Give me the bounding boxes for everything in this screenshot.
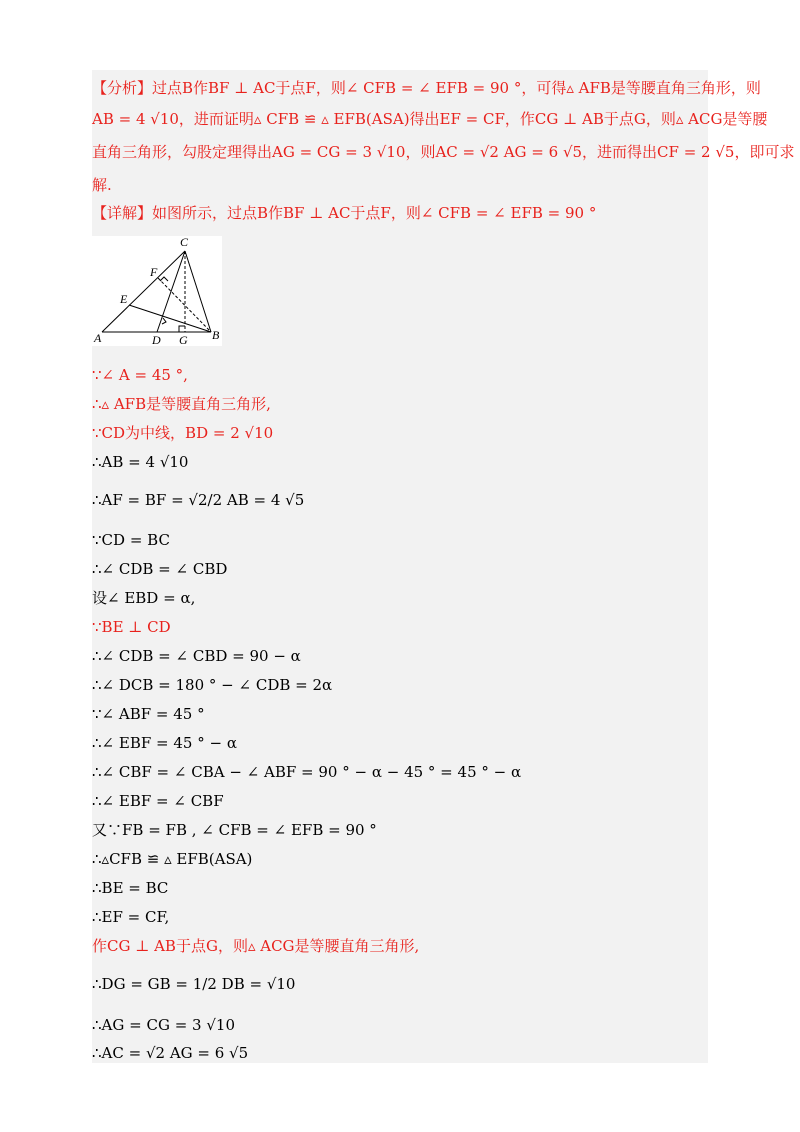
step-line: ∴AF = BF = √2/2 AB = 4 √5 xyxy=(92,491,305,509)
step-line: ∴∠ CDB = ∠ CBD xyxy=(92,560,228,578)
step-line: ∴∠ DCB = 180 ° − ∠ CDB = 2α xyxy=(92,676,333,694)
step-line: ∴▵CFB ≌ ▵ EFB(ASA) xyxy=(92,850,253,868)
triangle-figure xyxy=(92,236,222,346)
step-line: ∵BE ⊥ CD xyxy=(92,618,171,636)
right-angle-g xyxy=(179,326,185,332)
step-line: ∵CD = BC xyxy=(92,531,170,549)
step-line: ∴∠ CBF = ∠ CBA − ∠ ABF = 90 ° − α − 45 ° = 45 ° − α xyxy=(92,763,522,781)
step-line: ∴DG = GB = 1/2 DB = √10 xyxy=(92,975,296,993)
segment-cb xyxy=(185,251,211,332)
analysis-tag: 【分析】 xyxy=(92,79,153,97)
detail-tag: 【详解】 xyxy=(92,204,153,222)
step-line: 作CG ⊥ AB于点G，则▵ ACG是等腰直角三角形, xyxy=(92,937,420,955)
step-line: ∴▵ AFB是等腰直角三角形, xyxy=(92,395,271,413)
label-f: F xyxy=(150,265,158,279)
analysis-line-3: 直角三角形，勾股定理得出AG = CG = 3 √10，则AC = √2 AG = 6 √5，进而得出CF = 2 √5，即可求 xyxy=(92,143,795,161)
step-line: ∵∠ ABF = 45 ° xyxy=(92,705,205,723)
step-line: ∴AC = √2 AG = 6 √5 xyxy=(92,1044,249,1062)
label-b: B xyxy=(212,328,220,342)
label-d: D xyxy=(152,333,161,346)
detail-line xyxy=(92,203,708,223)
label-g: G xyxy=(179,333,188,346)
detail-intro: 如图所示，过点B作BF ⊥ AC于点F，则∠ CFB = ∠ EFB = 90 ° xyxy=(152,204,597,222)
analysis-line-4: 解. xyxy=(92,176,112,194)
step-line: 设∠ EBD = α, xyxy=(92,589,196,607)
label-a: A xyxy=(94,331,102,345)
right-angle-e xyxy=(162,318,166,324)
step-line: ∴AG = CG = 3 √10 xyxy=(92,1016,235,1034)
right-angle-f xyxy=(160,277,168,281)
step-line: ∴∠ CDB = ∠ CBD = 90 − α xyxy=(92,647,301,665)
analysis-line-1 xyxy=(92,78,761,98)
step-line: ∴AB = 4 √10 xyxy=(92,453,189,471)
segment-cd xyxy=(157,251,185,332)
analysis-text-1: 过点B作BF ⊥ AC于点F，则∠ CFB = ∠ EFB = 90 °，可得▵ AFB是等腰直角三角形，则 xyxy=(152,79,761,97)
label-c: C xyxy=(180,236,189,249)
analysis-line-2: AB = 4 √10，进而证明▵ CFB ≌ ▵ EFB(ASA)得出EF = CF，作CG ⊥ AB于点G，则▵ ACG是等腰 xyxy=(92,110,768,128)
step-line: ∵∠ A = 45 °, xyxy=(92,366,188,384)
step-line: 又∵FB = FB , ∠ CFB = ∠ EFB = 90 ° xyxy=(92,821,377,839)
label-e: E xyxy=(120,292,128,306)
segment-eb xyxy=(129,305,211,332)
step-line: ∴EF = CF, xyxy=(92,908,170,926)
step-line: ∴∠ EBF = 45 ° − α xyxy=(92,734,237,752)
step-line: ∵CD为中线，BD = 2 √10 xyxy=(92,424,274,442)
step-line: ∴∠ EBF = ∠ CBF xyxy=(92,792,224,810)
step-line: ∴BE = BC xyxy=(92,879,169,897)
